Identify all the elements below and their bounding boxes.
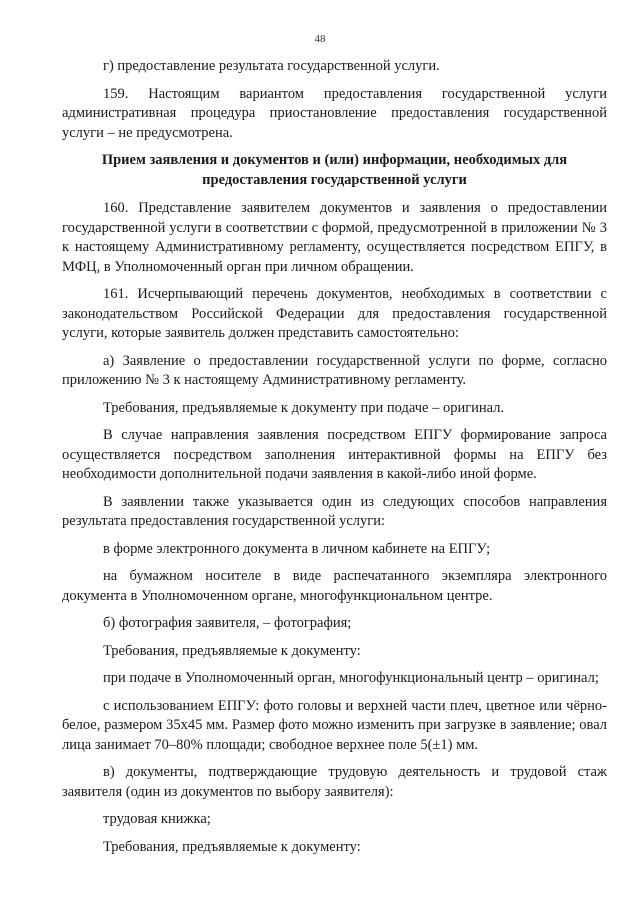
paragraph-161: 161. Исчерпывающий перечень документов, необходимых в соответствии с законодательством Российской Федерации для предоставления государственной услуги, которые заявитель должен представить самостоятельно: bbox=[62, 286, 607, 341]
paragraph-requirements: Требования, предъявляемые к документу: bbox=[103, 642, 361, 659]
paragraph-160: 160. Представление заявителем документов и заявления о предоставлении государственной услуги в соответствии с формой, предусмотренной в приложении № 3 к настоящему Административному регламенту, осуществляется посредством ЕПГУ, в МФЦ, в Уполномоченный орган при личном обращении. bbox=[62, 200, 607, 275]
document-body bbox=[62, 57, 607, 865]
paragraph-159: 159. Настоящим вариантом предоставления государственной услуги административная процедура приостановление предоставления государственной услуги – не предусмотрена. bbox=[62, 85, 607, 141]
paragraph-requirements-2: Требования, предъявляемые к документу: bbox=[103, 838, 361, 855]
page-number: 48 bbox=[314, 33, 326, 45]
paragraph-work-book: трудовая книжка; bbox=[103, 811, 211, 827]
paragraph-photo-requirements: с использованием ЕПГУ: фото головы и верхней части плеч, цветное или чёрно-белое, размером 35х45 мм. Размер фото можно изменить при загрузке в заявление; овал лица занимает 70–80% площади; свободное верхнее поле 5(±1) мм. bbox=[62, 697, 607, 753]
paragraph-submission-original: при подаче в Уполномоченный орган, многофункциональный центр – оригинал; bbox=[103, 670, 599, 686]
section-heading: Прием заявления и документов и (или) информации, необходимых для предоставления государственной услуги bbox=[101, 152, 568, 188]
paragraph-item-b: б) фотография заявителя, – фотография; bbox=[103, 615, 352, 631]
paragraph-item-v: в) документы, подтверждающие трудовую деятельность и трудовой стаж заявителя (один из документов по выбору заявителя): bbox=[62, 764, 607, 800]
paragraph-item-a: а) Заявление о предоставлении государственной услуги по форме, согласно приложению № 3 к настоящему Административному регламенту. bbox=[62, 352, 607, 388]
paragraph-epgu-submission: В случае направления заявления посредством ЕПГУ формирование запроса осуществляется посредством заполнения интерактивной формы на ЕПГУ без необходимости дополнительной подачи заявления в какой-либо иной форме. bbox=[62, 427, 607, 482]
paragraph-item-g: г) предоставление результата государственной услуги. bbox=[103, 58, 440, 74]
paragraph-electronic-form: в форме электронного документа в личном кабинете на ЕПГУ; bbox=[103, 540, 491, 557]
paragraph-requirements-original: Требования, предъявляемые к документу при подаче – оригинал. bbox=[103, 399, 505, 416]
paragraph-result-method: В заявлении также указывается один из следующих способов направления результата предоставления государственной услуги: bbox=[62, 493, 607, 529]
paragraph-paper-form: на бумажном носителе в виде распечатанного экземпляра электронного документа в Уполномоченном органе, многофункциональном центре. bbox=[62, 568, 607, 604]
